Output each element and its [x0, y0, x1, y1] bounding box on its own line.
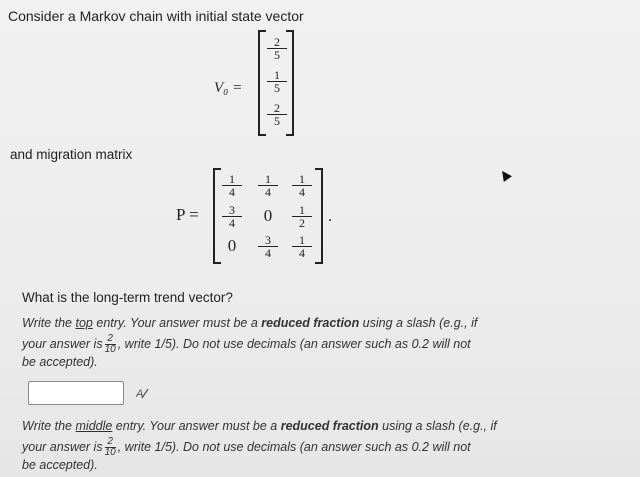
instruction-top-line3: be accepted).: [22, 355, 98, 369]
v0-entry-1: $\frac{2}{5}$: [267, 36, 287, 61]
matrix-cell-r2c2: 0: [263, 206, 273, 225]
v0-entry-3: $\frac{2}{5}$: [267, 102, 287, 127]
v0-right-bracket: [286, 30, 294, 136]
matrix-period: .: [328, 208, 332, 225]
instruction-top-line1: Write the top entry. Your answer must be a reduced fraction using a slash (e.g., if: [22, 316, 478, 330]
v0-label: V₀ =: [214, 80, 243, 96]
matrix-cell-r1c1: $\frac{1}{4}$: [222, 173, 242, 198]
v0-left-bracket: [258, 30, 266, 136]
instruction-middle-line1: Write the middle entry. Your answer must be a reduced fraction using a slash (e.g., if: [22, 419, 497, 433]
instruction-middle-line3: be accepted).: [22, 458, 98, 472]
v0-entry-2: $\frac{1}{5}$: [267, 69, 287, 94]
matrix-cell-r2c1: $\frac{3}{4}$: [222, 204, 242, 229]
matrix-cell-r1c2: $\frac{1}{4}$: [258, 173, 278, 198]
answer-format-icon[interactable]: [136, 386, 150, 400]
mouse-cursor-icon: [498, 168, 512, 182]
p-label: P =: [176, 205, 199, 224]
matrix-left-bracket: [213, 168, 221, 264]
matrix-right-bracket: [315, 168, 323, 264]
instruction-middle-line2: your answer is $\frac{2}{10}$ , write 1/5). Do not use decimals (an answer such as 0.2 will not: [22, 436, 471, 458]
question-intro: Consider a Markov chain with initial state vector: [8, 8, 304, 24]
long-term-prompt: What is the long-term trend vector?: [22, 290, 233, 305]
matrix-cell-r3c2: $\frac{3}{4}$: [258, 234, 278, 259]
svg-text:A: A: [136, 388, 144, 400]
answer-input[interactable]: [28, 381, 124, 405]
matrix-cell-r3c1: 0: [227, 236, 237, 255]
matrix-cell-r1c3: $\frac{1}{4}$: [292, 173, 312, 198]
instruction-top-line2: your answer is $\frac{2}{10}$ , write 1/5). Do not use decimals (an answer such as 0.2 will not: [22, 333, 471, 355]
matrix-cell-r3c3: $\frac{1}{4}$: [292, 234, 312, 259]
migration-text: and migration matrix: [10, 147, 133, 162]
matrix-cell-r2c3: $\frac{1}{2}$: [292, 204, 312, 229]
